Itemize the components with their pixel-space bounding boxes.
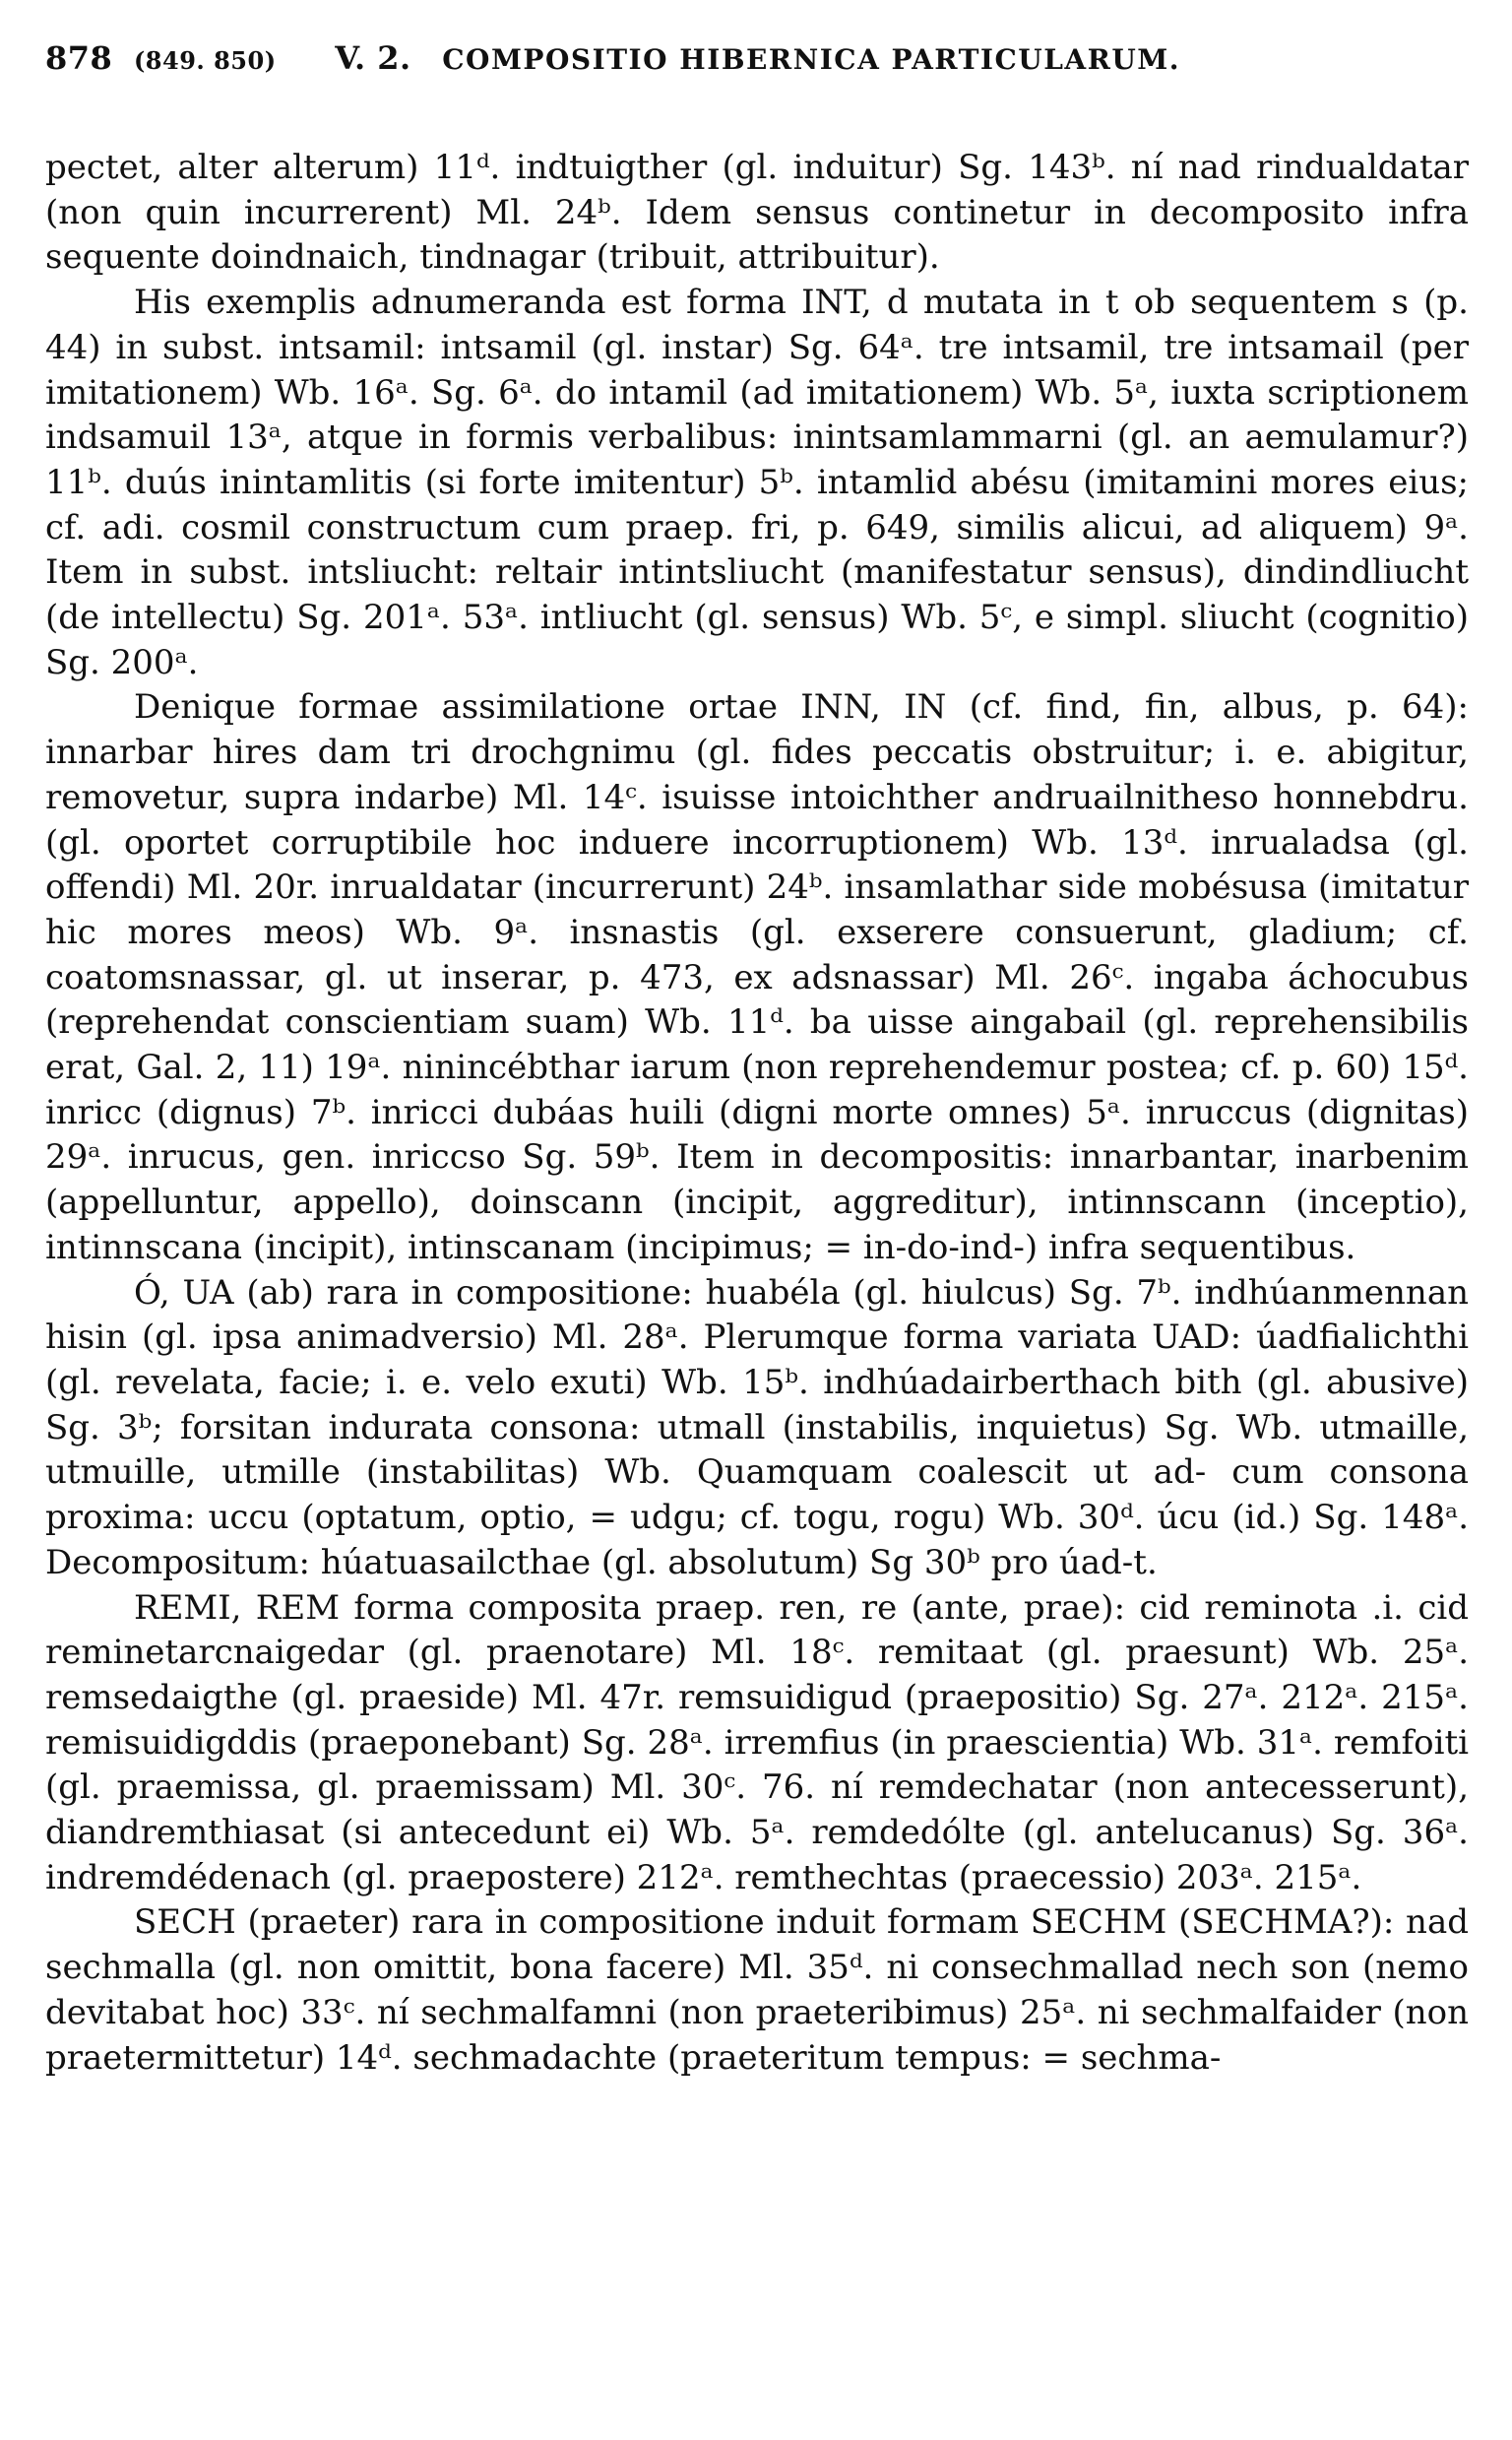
page-body <box>45 146 1469 2081</box>
paragraph-int: His exemplis adnumeranda est forma INT, d mutata in t ob sequentem s (p. 44) in subst. intsamil: intsamil (gl. instar) Sg. 64ᵃ. tre intsamil, tre intsamail (per imitationem) Wb. 16ᵃ. Sg. 6ᵃ. do intamil (ad imitationem) Wb. 5ᵃ, iuxta scriptionem indsamuil 13ᵃ, atque in formis verbalibus: inintsamlammarni (gl. an aemulamur?) 11ᵇ. duús inintamlitis (si forte imitentur) 5ᵇ. intamlid abésu (imitamini mores eius; cf. adi. cosmil constructum cum praep. fri, p. 649, similis alicui, ad aliquem) 9ᵃ. Item in subst. intsliucht: reltair intintsliucht (manifestatur sensus), dindindliucht (de intellectu) Sg. 201ᵃ. 53ᵃ. intliucht (gl. sensus) Wb. 5ᶜ, e simpl. sliucht (cognitio) Sg. 200ᵃ. <box>45 283 1469 682</box>
paragraph-inn: Denique formae assimilatione ortae INN, IN (cf. find, fin, albus, p. 64): innarbar hires dam tri drochgnimu (gl. fides peccatis obstruitur; i. e. abigitur, removetur, supra indarbe) Ml. 14ᶜ. isuisse intoichther andruailnitheso honnebdru. (gl. oportet corruptibile hoc induere incorruptionem) Wb. 13ᵈ. inrualadsa (gl. offendi) Ml. 20r. inrualdatar (incurrerunt) 24ᵇ. insamlathar side mobésusa (imitatur hic mores meos) Wb. 9ᵃ. insnastis (gl. exserere consuerunt, gladium; cf. coatomsnassar, gl. ut inserar, p. 473, ex adsnassar) Ml. 26ᶜ. ingaba áchocubus (reprehendat conscientiam suam) Wb. 11ᵈ. ba uisse aingabail (gl. reprehensibilis erat, Gal. 2, 11) 19ᵃ. ninincébthar iarum (non reprehendemur postea; cf. p. 60) 15ᵈ. inricc (dignus) 7ᵇ. inricci dubáas huili (digni morte omnes) 5ᵃ. inruccus (dignitas) 29ᵃ. inrucus, gen. inriccso Sg. 59ᵇ. Item in decompositis: innarbantar, inarbenim (appelluntur, appello), doinscann (incipit, aggreditur), intinnscann (inceptio), intinnscana (incipit), intinscanam (incipimus; = in-do-ind-) infra sequentibus. <box>45 687 1469 1267</box>
section-references: (849. 850) <box>133 46 277 75</box>
paragraph-sech: SECH (praeter) rara in compositione induit formam SECHM (SECHMA?): nad sechmalla (gl. non omittit, bona facere) Ml. 35ᵈ. ni consechmallad nech son (nemo devitabat hoc) 33ᶜ. ní sechmalfamni (non praeteribimus) 25ᵃ. ni sechmalfaider (non praetermittetur) 14ᵈ. sechmadachte (praeteritum tempus: = sechma- <box>45 1902 1469 2078</box>
running-header <box>45 39 1469 95</box>
book-page <box>45 39 1469 2081</box>
running-title: COMPOSITIO HIBERNICA PARTICULARUM. <box>442 43 1181 76</box>
paragraph-continuation: pectet, alter alterum) 11ᵈ. indtuigther (gl. induitur) Sg. 143ᵇ. ní nad rindualdatar (non quin incurrerent) Ml. 24ᵇ. Idem sensus continetur in decomposito infra sequente doindnaich, tindnagar (tribuit, attribuitur). <box>45 148 1469 278</box>
paragraph-remi: REMI, REM forma composita praep. ren, re (ante, prae): cid reminota .i. cid reminetarcnaigedar (gl. praenotare) Ml. 18ᶜ. remitaat (gl. praesunt) Wb. 25ᵃ. remsedaigthe (gl. praeside) Ml. 47r. remsuidigud (praepositio) Sg. 27ᵃ. 212ᵃ. 215ᵃ. remisuidigddis (praeponebant) Sg. 28ᵃ. irremfius (in praescientia) Wb. 31ᵃ. remfoiti (gl. praemissa, gl. praemissam) Ml. 30ᶜ. 76. ní remdechatar (non antecesserunt), diandremthiasat (si antecedunt ei) Wb. 5ᵃ. remdedólte (gl. antelucanus) Sg. 36ᵃ. indremdédenach (gl. praepostere) 212ᵃ. remthechtas (praecessio) 203ᵃ. 215ᵃ. <box>45 1587 1469 1897</box>
page-number: 878 <box>45 39 113 77</box>
paragraph-o-ua: Ó, UA (ab) rara in compositione: huabéla (gl. hiulcus) Sg. 7ᵇ. indhúanmennan hisin (gl. ipsa animadversio) Ml. 28ᵃ. Plerumque forma variata UAD: úadfialichthi (gl. revelata, facie; i. e. velo exuti) Wb. 15ᵇ. indhúadairberthach bith (gl. abusive) Sg. 3ᵇ; forsitan indurata consona: utmall (instabilis, inquietus) Sg. Wb. utmaille, utmuille, utmille (instabilitas) Wb. Quamquam coalescit ut ad- cum consona proxima: uccu (optatum, optio, = udgu; cf. togu, rogu) Wb. 30ᵈ. úcu (id.) Sg. 148ᵃ. Decompositum: húatuasailcthae (gl. absolutum) Sg 30ᵇ pro úad-t. <box>45 1272 1469 1582</box>
section-number: V. 2. <box>335 39 411 77</box>
